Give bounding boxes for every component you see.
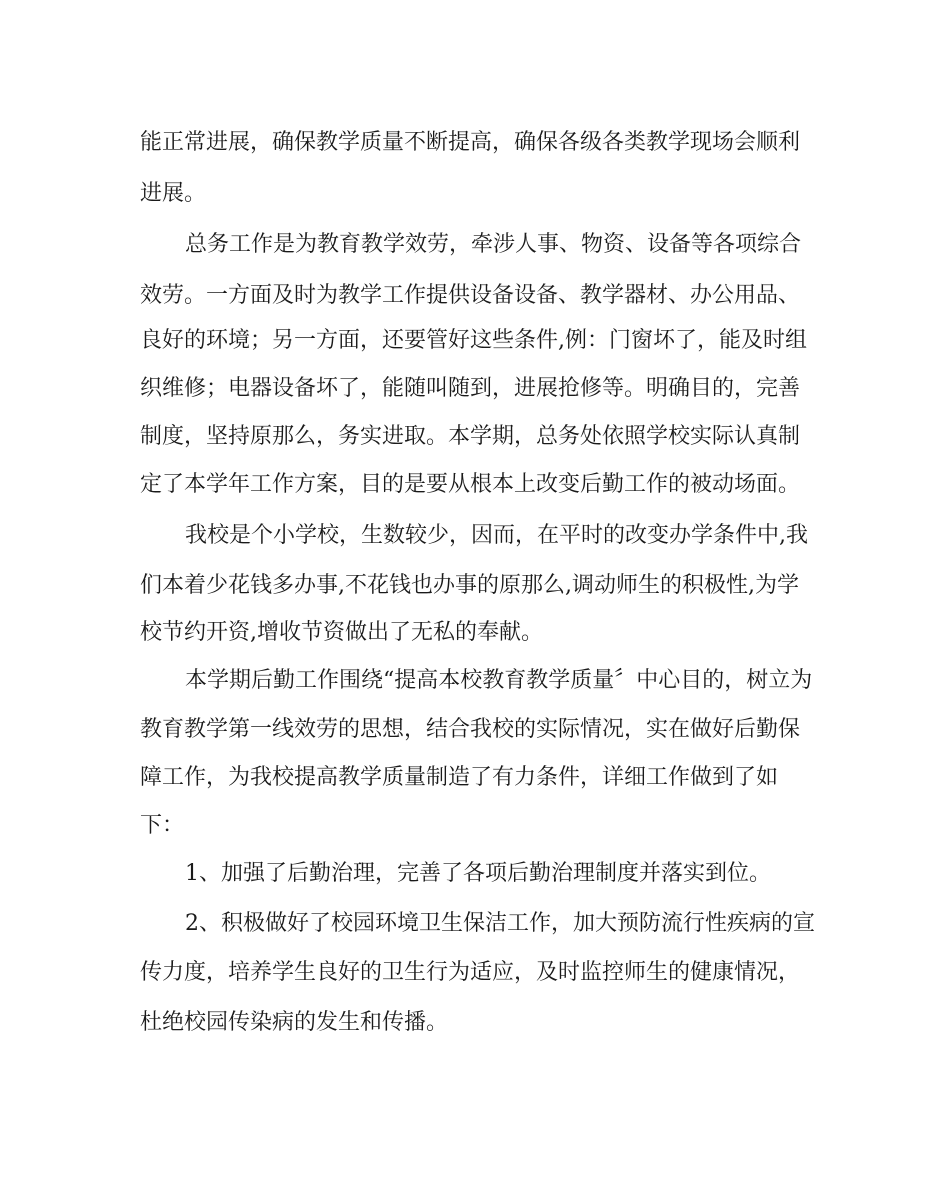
paragraph-4-line-1: 本学期后勤工作围绕“提高本校教育教学质量〞中心目的，树立为 <box>185 668 813 693</box>
paragraph-2-line-3: 良好的环境；另一方面，还要管好这些条件,例：门窗坏了，能及时组 <box>140 328 807 353</box>
paragraph-1-line-2: 进展。 <box>140 181 207 206</box>
paragraph-4-line-4: 下： <box>140 813 185 838</box>
paragraph-2-line-5: 制度，坚持原那么，务实进取。本学期，总务处依照学校实际认真制 <box>140 424 801 449</box>
list-item-2-line-2: 传力度，培养学生良好的卫生行为适应，及时监控师生的健康情况， <box>140 960 801 985</box>
paragraph-2-line-1: 总务工作是为教育教学效劳，牵涉人事、物资、设备等各项综合 <box>185 232 802 257</box>
paragraph-3-line-2: 们本着少花钱多办事,不花钱也办事的原那么,调动师生的积极性,为学 <box>140 573 799 598</box>
list-item-1: 1、加强了后勤治理，完善了各项后勤治理制度并落实到位。 <box>185 861 771 886</box>
list-item-2-line-1: 2、积极做好了校园环境卫生保洁工作，加大预防流行性疾病的宣 <box>185 911 815 936</box>
paragraph-1-line-1: 能正常进展，确保教学质量不断提高，确保各级各类教学现场会顺利 <box>140 130 801 155</box>
paragraph-2-line-4: 织维修；电器设备坏了，能随叫随到，进展抢修等。明确目的，完善 <box>140 376 801 401</box>
paragraph-4-line-3: 障工作，为我校提高教学质量制造了有力条件，详细工作做到了如 <box>140 765 779 790</box>
paragraph-2-line-2: 效劳。一方面及时为教学工作提供设备设备、教学器材、办公用品、 <box>140 283 801 308</box>
paragraph-2-line-6: 定了本学年工作方案，目的是要从根本上改变后勤工作的被动场面。 <box>140 472 801 497</box>
paragraph-3-line-3: 校节约开资,增收节资做出了无私的奉献。 <box>140 620 543 645</box>
paragraph-4-line-2: 教育教学第一线效劳的思想，结合我校的实际情况，实在做好后勤保 <box>140 717 801 742</box>
list-item-2-line-3: 杜绝校园传染病的发生和传播。 <box>140 1010 449 1035</box>
paragraph-3-line-1: 我校是个小学校，生数较少，因而，在平时的改变办学条件中,我 <box>185 523 808 548</box>
